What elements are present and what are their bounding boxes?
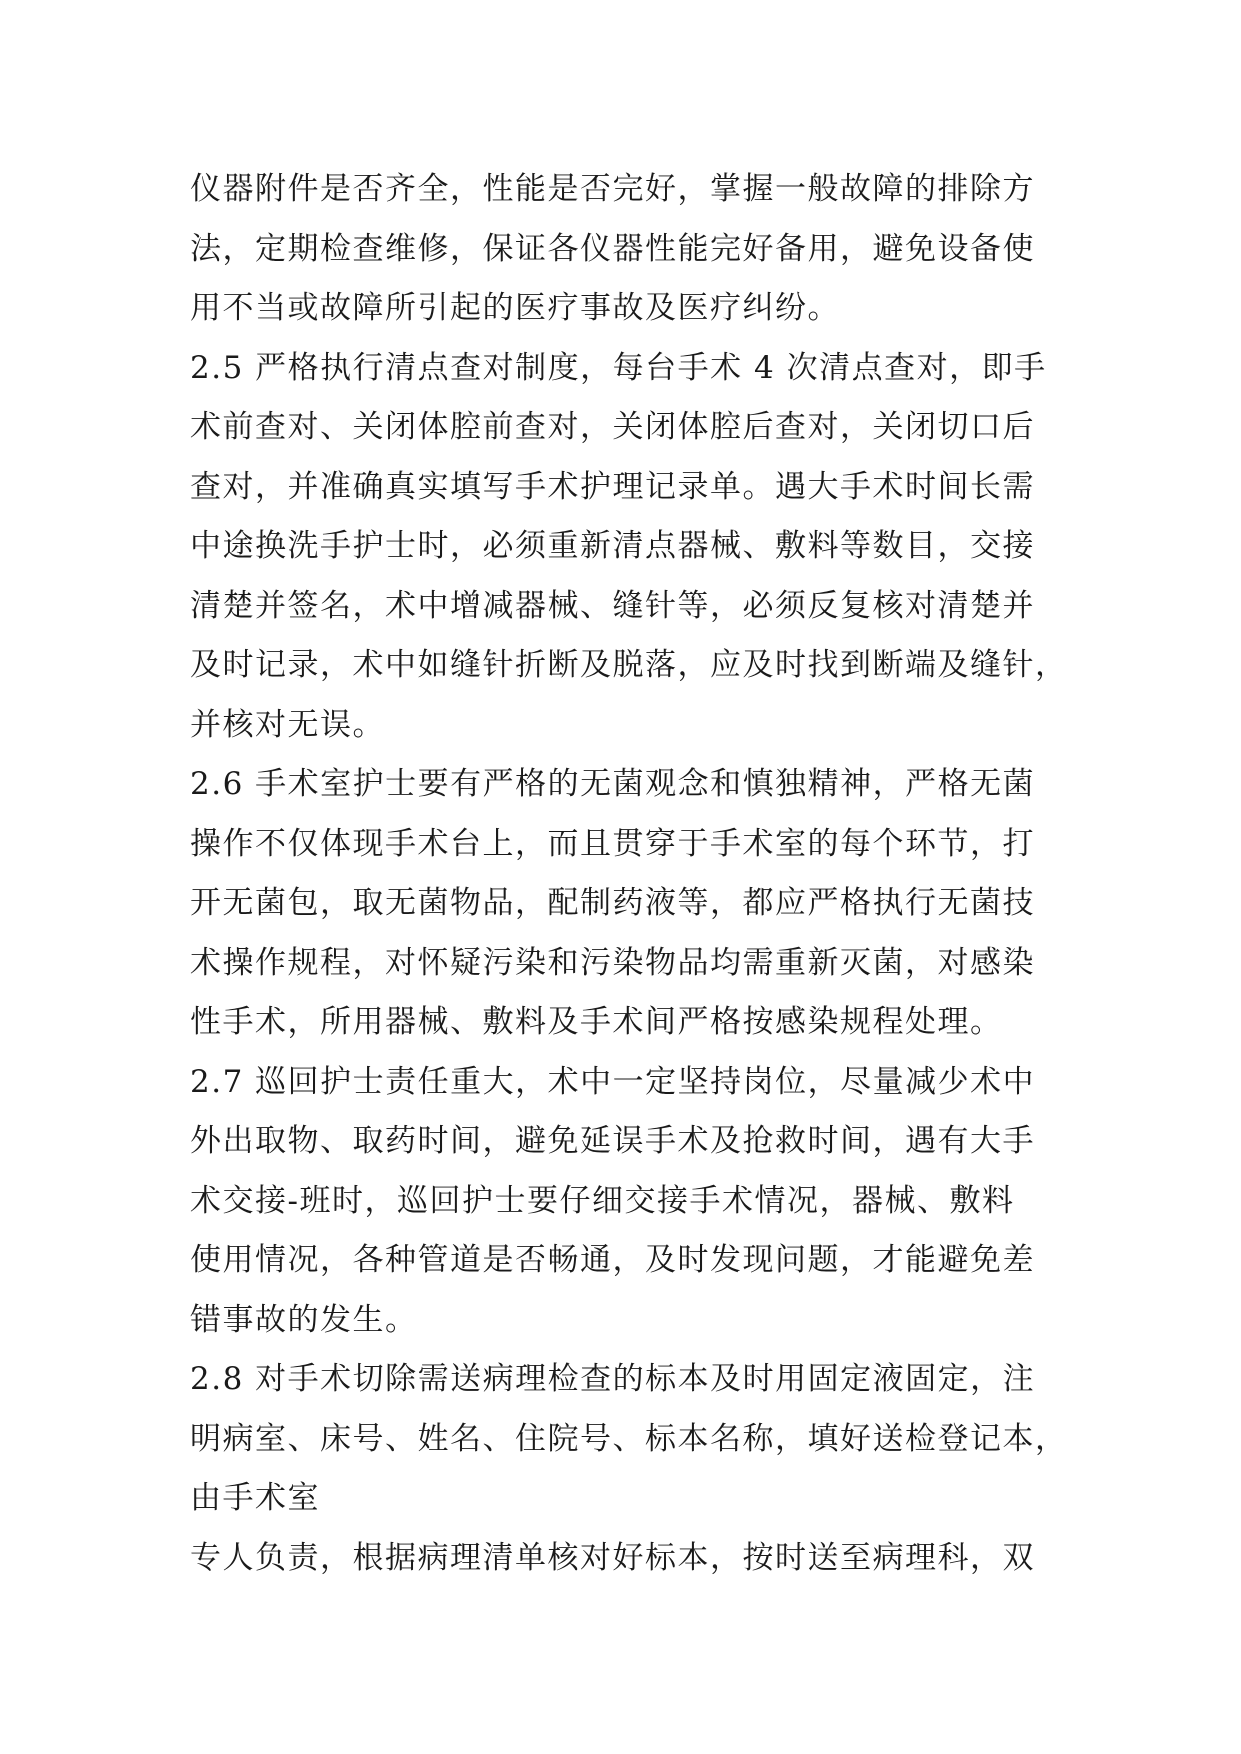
text-line-14: 术操作规程，对怀疑污染和污染物品均需重新灭菌，对感染 (190, 944, 1035, 981)
text-line-23: 由手术室 (190, 1480, 320, 1516)
text-line-6: 查对，并准确真实填写手术护理记录单。遇大手术时间长需 (190, 468, 1035, 505)
text-line-13: 开无菌包，取无菌物品，配制药液等，都应严格执行无菌技 (190, 885, 1035, 921)
text-line-7: 中途换洗手护士时，必须重新清点器械、敷料等数目，交接 (190, 528, 1035, 564)
text-line-12: 操作不仅体现手术台上，而且贯穿于手术室的每个环节，打 (190, 825, 1035, 862)
text-line-20: 错事故的发生。 (190, 1301, 418, 1338)
text-line-11: 2.6 手术室护士要有严格的无菌观念和慎独精神，严格无菌 (190, 766, 1036, 802)
text-line-16: 2.7 巡回护士责任重大，术中一定坚持岗位，尽量减少术中 (190, 1063, 1036, 1100)
text-line-22: 明病室、床号、姓名、住院号、标本名称，填好送检登记本， (190, 1420, 1068, 1457)
text-line-3: 用不当或故障所引起的医疗事故及医疗纠纷。 (190, 290, 840, 326)
text-line-8: 清楚并签名，术中增减器械、缝针等，必须反复核对清楚并 (190, 587, 1035, 624)
text-line-1: 仪器附件是否齐全，性能是否完好，掌握一般故障的排除方 (190, 171, 1035, 207)
text-line-4: 2.5 严格执行清点查对制度，每台手术 4 次清点查对，即手 (190, 349, 1047, 386)
document-body (190, 160, 1068, 1588)
text-line-5: 术前查对、关闭体腔前查对，关闭体腔后查对，关闭切口后 (190, 409, 1035, 445)
text-line-24: 专人负责，根据病理清单核对好标本，按时送至病理科，双 (190, 1539, 1035, 1576)
text-line-17: 外出取物、取药时间，避免延误手术及抢救时间，遇有大手 (190, 1123, 1035, 1159)
text-line-15: 性手术，所用器械、敷料及手术间严格按感染规程处理。 (190, 1004, 1003, 1040)
text-line-10: 并核对无误。 (190, 706, 385, 743)
text-line-18: 术交接-班时，巡回护士要仔细交接手术情况，器械、敷料 (190, 1182, 1015, 1219)
text-line-19: 使用情况，各种管道是否畅通，及时发现问题，才能避免差 (190, 1242, 1035, 1278)
text-line-9: 及时记录，术中如缝针折断及脱落，应及时找到断端及缝针， (190, 647, 1068, 683)
text-line-2: 法，定期检查维修，保证各仪器性能完好备用，避免设备使 (190, 230, 1035, 267)
text-line-21: 2.8 对手术切除需送病理检查的标本及时用固定液固定，注 (190, 1361, 1036, 1397)
